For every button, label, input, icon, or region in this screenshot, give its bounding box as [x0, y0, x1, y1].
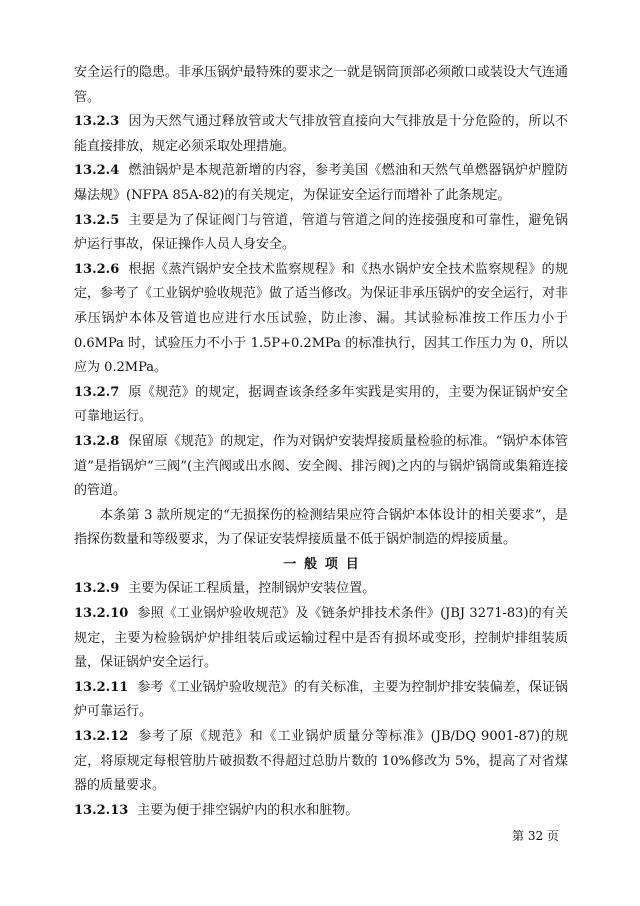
clause-number: 13.2.7 [74, 384, 120, 400]
clause-number: 13.2.5 [74, 212, 120, 228]
clause-number: 13.2.11 [74, 679, 129, 695]
clause-13-2-3 [74, 110, 568, 159]
clause-number: 13.2.10 [74, 606, 129, 622]
clause-13-2-11 [74, 676, 568, 725]
clause-number: 13.2.6 [74, 261, 120, 277]
clause-text: 参照《工业锅炉验收规范》及《链条炉排技术条件》(JBJ 3271-83)的有关规定，主要为检验锅炉炉排组装后或运输过程中是否有损坏或变形，控制炉排组装质量，保证锅炉安全运行。 [74, 606, 568, 671]
clause-text: 主要为保证工程质量，控制锅炉安装位置。 [128, 581, 376, 597]
clause-13-2-8 [74, 430, 568, 504]
clause-number: 13.2.3 [74, 114, 120, 130]
clause-number: 13.2.13 [74, 802, 129, 818]
clause-text: 参考《工业锅炉验收规范》的有关标准，主要为控制炉排安装偏差，保证锅炉可靠运行。 [74, 679, 568, 720]
clause-13-2-9 [74, 577, 568, 602]
clause-text: 参考了原《规范》和《工业锅炉质量分等标准》(JB/DQ 9001-87)的规定，将原规定每根管肋片破损数不得超过总肋片数的 10%修改为 5%，提高了对省煤器的质量要求。 [74, 729, 568, 794]
clause-13-2-5 [74, 209, 568, 258]
clause-note: 本条第 3 款所规定的“无损探伤的检测结果应符合锅炉本体设计的相关要求”，是指探伤数量和等级要求，为了保证安装焊接质量不低于锅炉制造的焊接质量。 [74, 507, 568, 548]
clause-number: 13.2.12 [74, 729, 129, 745]
clause-number: 13.2.8 [74, 433, 120, 449]
clause-text: 保留原《规范》的规定，作为对锅炉安装焊接质量检验的标准。“锅炉本体管道”是指锅炉“三阀”(主汽阀或出水阀、安全阀、排污阀)之内的与锅炉锅筒或集箱连接的管道。 [74, 433, 568, 499]
clause-13-2-12 [74, 725, 568, 799]
page-number: 第 32 页 [512, 829, 559, 843]
clause-text: 因为天然气通过释放管或大气排放管直接向大气排放是十分危险的，所以不能直接排放，规定必须采取处理措施。 [74, 114, 568, 154]
clause-text: 根据《蒸汽锅炉安全技术监察规程》和《热水锅炉安全技术监察规程》的规定，参考了《工业锅炉验收规范》做了适当修改。为保证非承压锅炉的安全运行，对非承压锅炉本体及管道也应进行水压试验，防止渗、漏。其试验标准按工作压力小于 0.6MPa 时，试验压力不小于 1.5P+0.2MPa 的标准执行，因其工作压力为 0，所以应为 0.2MPa。 [74, 261, 569, 376]
section-heading: 一般项目 [283, 556, 367, 572]
clause-13-2-7 [74, 381, 568, 430]
clause-13-2-4 [74, 159, 568, 208]
clause-13-2-6 [74, 258, 568, 381]
page-body [74, 61, 568, 823]
clause-text: 主要是为了保证阀门与管道，管道与管道之间的连接强度和可靠性，避免锅炉运行事故，保证操作人员人身安全。 [74, 212, 568, 253]
clause-text: 主要为便于排空锅炉内的积水和脏物。 [137, 802, 359, 818]
clause-number: 13.2.4 [74, 163, 120, 179]
clause-text: 原《规范》的规定，据调查该条经多年实践是实用的，主要为保证锅炉安全可靠地运行。 [74, 384, 568, 425]
clause-number: 13.2.9 [74, 581, 120, 597]
paragraph-text: 安全运行的隐患。非承压锅炉最特殊的要求之一就是锅筒顶部必须敞口或装设大气连通管。 [74, 65, 569, 105]
clause-text: 燃油锅炉是本规范新增的内容，参考美国《燃油和天然气单燃器锅炉炉膛防爆法规》(NFPA 85A-82)的有关规定，为保证安全运行而增补了此条规定。 [74, 163, 568, 203]
clause-13-2-13 [74, 799, 568, 824]
clause-13-2-10 [74, 602, 568, 676]
paragraph [74, 61, 568, 110]
